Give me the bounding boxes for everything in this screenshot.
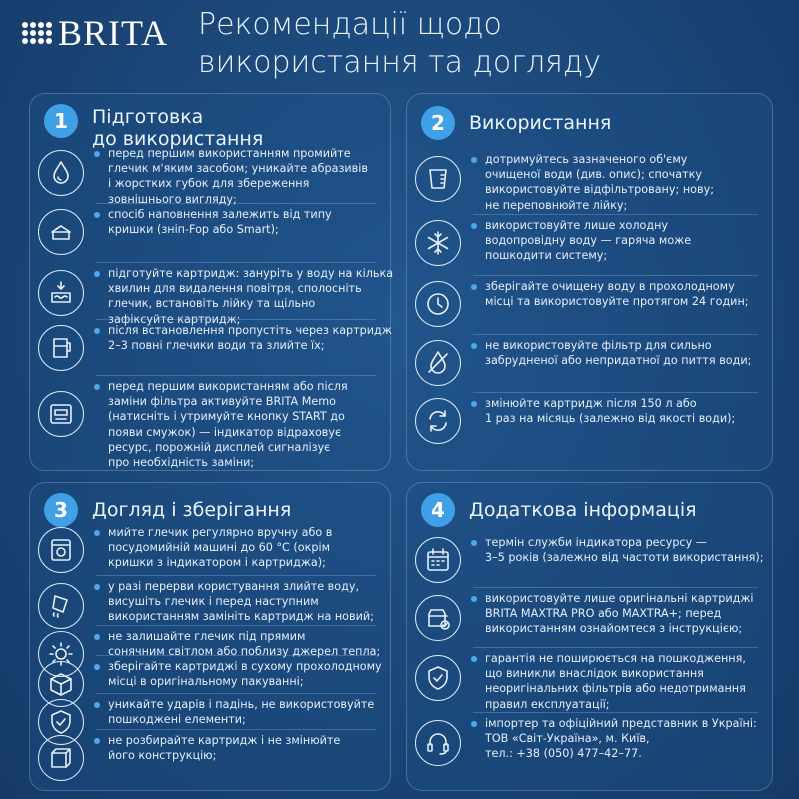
bullet-dot	[94, 738, 100, 744]
item-text-line: посудомийній машині до 60 °C (окрім	[108, 541, 331, 555]
item-divider	[96, 625, 376, 626]
bullet-dot	[94, 151, 100, 157]
item-text-line: водопровідну воду — гаряча може	[485, 234, 692, 248]
pour-out-icon	[38, 583, 84, 629]
pitcher-lid-icon	[38, 209, 84, 255]
header	[0, 0, 799, 90]
brita-logo	[22, 12, 168, 54]
item-text-line: перед першим використанням або після	[108, 380, 348, 393]
section-title	[92, 499, 291, 521]
section-title-line-1: Додаткова інформація	[469, 499, 697, 521]
item-text-line: неоригінальних фільтрів або недотримання	[485, 682, 746, 696]
page-title	[198, 6, 601, 82]
item-text-line: і жорстких губок для збереження	[108, 177, 310, 191]
item-text-line: не розбирайте картридж і не змінюйте	[108, 734, 341, 747]
section-card-usage	[406, 93, 773, 471]
clock-icon	[415, 281, 461, 327]
item-text	[485, 591, 754, 637]
refresh-icon	[415, 398, 461, 444]
original-cartridge-icon	[415, 595, 461, 641]
item-text-line: не використовуйте фільтр для сильно	[485, 339, 712, 352]
bullet-dot	[471, 596, 477, 602]
item-divider	[96, 655, 376, 656]
bullet-dot	[94, 328, 100, 334]
item-text	[108, 207, 332, 237]
item-text-line: глечик м'яким засобом; уникайте абразивів	[108, 162, 368, 176]
bullet-dot	[94, 664, 100, 670]
item-text-line: глечик, встановіть лійку та щільно	[108, 297, 316, 311]
item-text-line: зберігайте очищену воду в прохолодному	[485, 280, 735, 293]
calendar-icon	[415, 537, 461, 583]
item-text-line: (натисніть і утримуйте кнопку START до	[108, 410, 345, 424]
logo-dots-icon	[22, 22, 52, 44]
item-divider	[473, 647, 758, 648]
item-text	[485, 396, 735, 426]
no-dirty-water-icon	[415, 340, 461, 386]
memo-indicator-icon	[38, 391, 84, 437]
item-text-line: використанням ознайомтеся з інструкцією;	[485, 622, 743, 636]
section-header	[421, 104, 611, 140]
item-text-line: що виникли внаслідок використання	[485, 667, 704, 681]
item-text-line: спосіб наповнення залежить від типу	[108, 208, 332, 221]
item-text-line: появи смужок) — індикатор відраховує	[108, 425, 342, 439]
section-card-care-storage	[29, 482, 391, 791]
section-card-additional-info	[406, 482, 773, 791]
item-text-line: 3–5 років (залежно від частоти використання);	[485, 551, 764, 565]
item-text-line: очищеної води (див. опис); спочатку	[485, 168, 702, 182]
item-text-line: зберігайте картриджі в сухому прохолодному	[108, 660, 382, 673]
item-divider	[473, 214, 758, 215]
item-text-line: забрудненої або непридатної до пиття води;	[485, 354, 752, 368]
item-text-line: 1 раз на місяць (залежно від якості води);	[485, 412, 736, 426]
item-text	[485, 651, 746, 712]
item-text-line: гарантія не поширюється на пошкодження,	[485, 652, 746, 665]
cartridge-soak-icon	[38, 270, 84, 316]
item-text-line: дотримуйтесь зазначеного об'єму	[485, 153, 688, 166]
item-text	[108, 146, 368, 207]
item-text	[108, 579, 374, 625]
item-text-line: уникайте ударів і падінь, не використовуйте	[108, 698, 375, 711]
title-line-1: Рекомендації щодо	[198, 7, 502, 42]
item-text-line: ТОВ «Світ-Україна», м. Київ,	[485, 732, 650, 746]
item-text	[108, 266, 393, 327]
bullet-dot	[471, 540, 477, 546]
item-text-line: підготуйте картридж: зануріть у воду на кілька	[108, 267, 394, 280]
cube-icon	[38, 735, 84, 781]
brand-name: BRITA	[58, 13, 169, 53]
section-title-line-1: Догляд і зберігання	[92, 499, 292, 521]
section-title-line-1: Використання	[469, 112, 612, 134]
item-text-line: не залишайте глечик під прямим	[108, 630, 306, 643]
item-divider	[96, 319, 376, 320]
item-text-line: використовуйте лише холодну	[485, 219, 669, 232]
bullet-dot	[471, 401, 477, 407]
item-text-line: використовуйте лише оригінальні картриджі	[485, 592, 754, 605]
item-divider	[473, 334, 758, 335]
section-title	[92, 106, 263, 150]
item-text-line: перед першим використанням промийте	[108, 147, 351, 160]
item-text-line: місці та використовуйте протягом 24 годин;	[485, 295, 749, 309]
bullet-dot	[94, 212, 100, 218]
item-text-line: змінюйте картридж після 150 л або	[485, 397, 697, 410]
item-divider	[96, 693, 376, 694]
item-divider	[473, 712, 758, 713]
item-text	[485, 152, 714, 213]
item-text-line: зафіксуйте картридж;	[108, 312, 241, 326]
item-text	[108, 323, 392, 353]
item-divider	[473, 587, 758, 588]
item-text	[108, 733, 340, 763]
item-text-line: про необхідність заміни;	[108, 456, 255, 470]
item-divider	[96, 203, 376, 204]
item-text-line: зовнішнього вигляду;	[108, 192, 237, 206]
item-text-line: після встановлення пропустіть через картридж	[108, 324, 392, 337]
bullet-dot	[94, 702, 100, 708]
item-text-line: тел.: +38 (050) 477–42–77.	[485, 747, 642, 761]
item-text-line: у разі перерви користування злийте воду,	[108, 580, 360, 593]
item-divider	[473, 275, 758, 276]
item-text-line: місці в оригінальному пакуванні;	[108, 675, 304, 689]
bullet-dot	[94, 634, 100, 640]
bullet-dot	[471, 721, 477, 727]
jug-icon	[38, 325, 84, 371]
item-text-line: висушіть глечик і перед наступним	[108, 595, 319, 609]
item-text	[108, 379, 348, 470]
bullet-dot	[94, 584, 100, 590]
measuring-cup-icon	[415, 156, 461, 202]
item-text-line: мийте глечик регулярно вручну або в	[108, 526, 333, 539]
item-text-line: сонячним світлом або поблизу джерел тепла;	[108, 645, 381, 659]
bullet-dot	[94, 530, 100, 536]
item-text-line: не переповнюйте лійку;	[485, 198, 628, 212]
item-divider	[96, 262, 376, 263]
item-divider	[96, 375, 376, 376]
item-text	[485, 535, 764, 565]
item-text	[108, 525, 332, 571]
item-text-line: пошкоджені елементи;	[108, 713, 246, 727]
item-text-line: пошкодити систему;	[485, 249, 608, 263]
item-text-line: використовуйте відфільтровану; нову;	[485, 183, 714, 197]
section-title	[469, 112, 611, 134]
bullet-dot	[471, 284, 477, 290]
item-text-line: імпортер та офіційний представник в Україні:	[485, 717, 757, 730]
item-text-line: кришки з індикатором і картриджа);	[108, 556, 326, 570]
item-text-line: термін служби індикатора ресурсу —	[485, 536, 707, 549]
bullet-dot	[94, 384, 100, 390]
item-text	[485, 218, 691, 264]
item-text	[485, 338, 751, 368]
title-line-2: використання та догляду	[198, 45, 601, 80]
item-text-line: використанням замініть картридж на новий;	[108, 610, 374, 624]
item-text-line: хвилин для видалення повітря, сполосніть	[108, 282, 362, 296]
bullet-dot	[94, 271, 100, 277]
item-divider	[96, 729, 376, 730]
water-drop-icon	[38, 150, 84, 196]
section-header	[421, 491, 697, 527]
section-number-badge: 4	[421, 493, 455, 527]
item-text	[108, 697, 374, 727]
section-header	[44, 102, 263, 150]
item-divider	[96, 575, 376, 576]
bullet-dot	[471, 223, 477, 229]
item-text-line: кришки (зніп-Fop або Smart);	[108, 223, 279, 237]
item-text-line: його конструкцію;	[108, 749, 217, 763]
section-number-badge: 1	[44, 104, 78, 138]
section-header	[44, 491, 291, 527]
section-title	[469, 499, 697, 521]
bullet-dot	[471, 343, 477, 349]
item-text-line: 2–3 повні глечики води та злийте їх;	[108, 339, 325, 353]
warranty-shield-icon	[415, 655, 461, 701]
section-number-badge: 3	[44, 493, 78, 527]
dishwasher-icon	[38, 527, 84, 573]
item-text-line: заміни фільтра активуйте BRITA Memo	[108, 395, 336, 409]
item-divider	[473, 392, 758, 393]
bullet-dot	[471, 656, 477, 662]
bullet-dot	[471, 157, 477, 163]
headset-icon	[415, 720, 461, 766]
section-card-preparation	[29, 93, 394, 471]
item-text	[485, 716, 757, 762]
section-title-line-2: до використання	[92, 128, 264, 150]
item-text	[108, 659, 382, 689]
item-text	[485, 279, 749, 309]
snowflake-icon	[415, 220, 461, 266]
item-text-line: правил експлуатації;	[485, 697, 610, 711]
item-text-line: ресурс, порожній дисплей сигналізує	[108, 440, 331, 454]
item-text-line: BRITA MAXTRA PRO або MAXTRA+; перед	[485, 607, 722, 621]
section-number-badge: 2	[421, 106, 455, 140]
section-title-line-1: Підготовка	[92, 106, 204, 128]
